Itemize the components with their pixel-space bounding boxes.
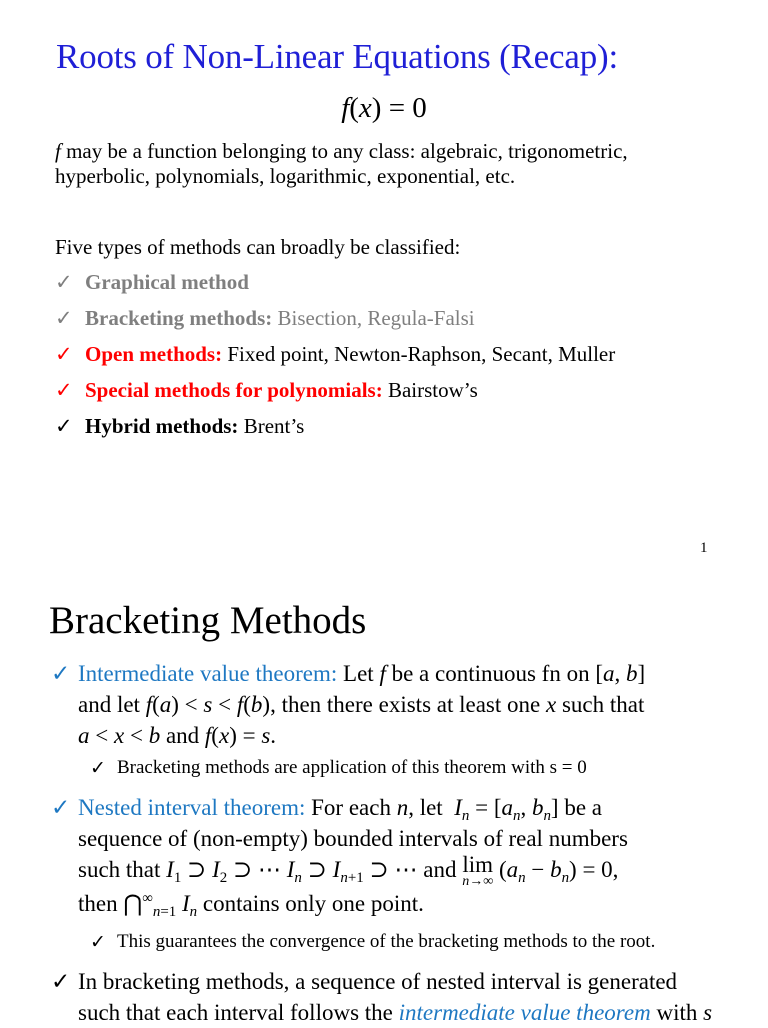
intro-line2: hyperbolic, polynomials, logarithmic, exponential, etc.: [55, 164, 516, 188]
method-item-special: [55, 378, 478, 403]
methods-heading: Five types of methods can broadly be classified:: [55, 235, 461, 259]
limit-expression: lim n→∞: [462, 852, 494, 889]
method-item-open: [55, 342, 615, 367]
method-detail: Bairstow’s: [382, 378, 478, 402]
intro-line1: may be a function belonging to any class: algebraic, trigonometric,: [60, 139, 628, 163]
method-detail: Bisection, Regula-Falsi: [272, 306, 475, 330]
slide2-title: Bracketing Methods: [49, 599, 367, 642]
nit-paragraph: Nested interval theorem: For each n, let $I_n = [a_n$, $b_n$] be a sequence of (non-empty) bounded intervals of real numbers such that $I_1$ ⊃ $I_2$ ⊃ ⋯ $I_n$ ⊃ $I_{n+1}$ ⊃ ⋯ and lim n→∞ $(a_n - b_n) = 0$, then $⋂^\infty_{n=1}$ $I_n$ contains only one point.: [78, 795, 628, 921]
check-icon: ✓: [55, 378, 73, 402]
method-detail: Brent’s: [238, 414, 305, 438]
intro-f: f: [55, 139, 61, 163]
ivt-link: intermediate value theorem: [398, 1000, 651, 1025]
check-icon: ✓: [90, 758, 106, 779]
method-label: Special methods for polynomials:: [85, 378, 383, 402]
nit-label: Nested interval theorem:: [78, 795, 306, 820]
method-label: Bracketing methods:: [85, 306, 273, 330]
equation: f(x) = 0: [341, 92, 427, 124]
method-item-bracketing: [55, 306, 475, 331]
ivt-paragraph: Intermediate value theorem: Let f be a continuous fn on [a, b] and let f(a) < s < f(b), then there exists at least one x such that a < x < b and f(x) = s.: [78, 661, 646, 748]
method-item-graphical: [55, 270, 249, 295]
check-icon: ✓: [55, 306, 73, 330]
check-icon: ✓: [51, 969, 71, 994]
method-label: Open methods:: [85, 342, 223, 366]
check-icon: ✓: [51, 661, 71, 686]
method-item-hybrid: [55, 414, 304, 439]
method-label: Hybrid methods:: [85, 414, 239, 438]
nit-subpoint: This guarantees the convergence of the bracketing methods to the root.: [117, 931, 656, 952]
ivt-subpoint: Bracketing methods are application of this theorem with s = 0: [117, 757, 587, 778]
method-detail: Fixed point, Newton-Raphson, Secant, Muller: [222, 342, 616, 366]
check-icon: ✓: [51, 795, 71, 820]
check-icon: ✓: [55, 342, 73, 366]
check-icon: ✓: [55, 414, 73, 438]
check-icon: ✓: [55, 270, 73, 294]
page-number: 1: [700, 540, 708, 556]
method-label: Graphical method: [85, 270, 249, 294]
ivt-label: Intermediate value theorem:: [78, 661, 338, 686]
check-icon: ✓: [90, 932, 106, 953]
bracketing-paragraph: In bracketing methods, a sequence of nested interval is generated such that each interval follows the intermediate value theorem with s: [78, 969, 713, 1025]
intro-paragraph: [55, 139, 628, 189]
slide1-title: Roots of Non-Linear Equations (Recap):: [56, 37, 618, 76]
